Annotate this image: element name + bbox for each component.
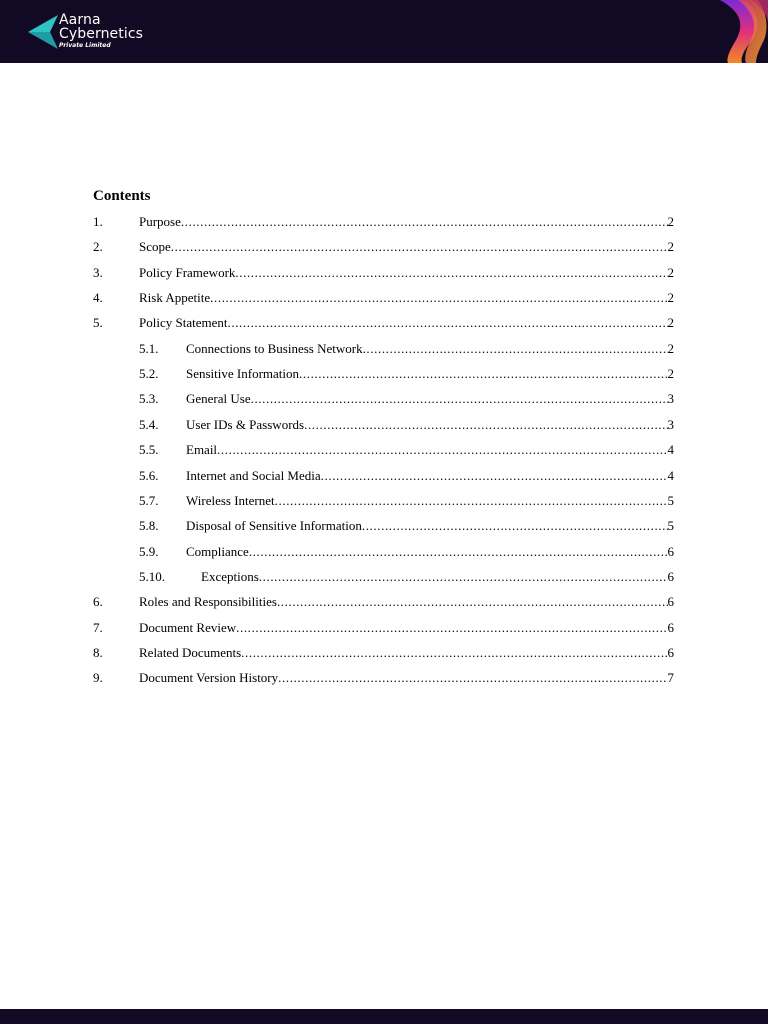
toc-entry[interactable] <box>93 593 674 611</box>
toc-entry-number: 5.1. <box>139 341 159 356</box>
toc-entry[interactable] <box>93 441 674 459</box>
toc-entry-number: 5.8. <box>139 518 159 533</box>
toc-dot-leader <box>304 416 667 434</box>
toc-entry-page: 5 <box>667 518 674 533</box>
toc-entry-page: 3 <box>667 417 674 432</box>
toc-dot-leader <box>241 644 667 662</box>
toc-entry-page: 2 <box>667 315 674 330</box>
toc-entry[interactable] <box>93 289 674 307</box>
toc-dot-leader <box>278 669 667 687</box>
logo-text-line2: Cybernetics <box>59 26 144 42</box>
toc-entry-title[interactable]: Policy Statement <box>139 315 228 330</box>
toc-entry[interactable] <box>93 619 674 637</box>
toc-entry[interactable] <box>93 238 674 256</box>
toc-dot-leader <box>321 467 668 485</box>
toc-entry-number: 6. <box>93 594 103 609</box>
toc-dot-leader <box>259 568 668 586</box>
toc-entry-page: 2 <box>667 366 674 381</box>
toc-entry-title[interactable]: Risk Appetite <box>139 290 211 305</box>
toc-dot-leader <box>217 441 667 459</box>
toc-entry-number: 5.3. <box>139 391 159 406</box>
toc-entry-page: 3 <box>667 391 674 406</box>
toc-entry[interactable] <box>93 213 674 231</box>
toc-entry-title[interactable]: General Use <box>186 391 251 406</box>
toc-dot-leader <box>235 264 667 282</box>
toc-dot-leader <box>362 517 668 535</box>
toc-entry-title[interactable]: Policy Framework <box>139 265 236 280</box>
toc-entry-title[interactable]: Exceptions <box>201 569 259 584</box>
toc-entry-page: 2 <box>667 341 674 356</box>
toc-entry-number: 8. <box>93 645 103 660</box>
toc-entry-number: 9. <box>93 670 103 685</box>
toc-entry-title[interactable]: Compliance <box>186 544 249 559</box>
toc-entry-number: 1. <box>93 214 103 229</box>
toc-entry-title[interactable]: Disposal of Sensitive Information <box>186 518 362 533</box>
toc-dot-leader <box>277 593 668 611</box>
toc-entry-page: 4 <box>667 442 674 457</box>
toc-entry-number: 2. <box>93 239 103 254</box>
toc-dot-leader <box>181 213 668 231</box>
toc-entry-number: 5.5. <box>139 442 159 457</box>
toc-entry-page: 6 <box>667 645 674 660</box>
toc-dot-leader <box>227 314 667 332</box>
toc-dot-leader <box>210 289 667 307</box>
toc-entry-number: 5. <box>93 315 103 330</box>
toc-entry-number: 5.2. <box>139 366 159 381</box>
toc-dot-leader <box>171 238 668 256</box>
toc-entry-number: 5.9. <box>139 544 159 559</box>
page-header <box>0 0 768 63</box>
toc-entry-title[interactable]: Roles and Responsibilities <box>139 594 277 609</box>
toc-entry-title[interactable]: Connections to Business Network <box>186 341 363 356</box>
toc-entry-title[interactable]: Email <box>186 442 218 457</box>
toc-entry-number: 4. <box>93 290 103 305</box>
toc-entry-page: 2 <box>667 214 674 229</box>
toc-entry[interactable] <box>93 416 674 434</box>
toc-entry-number: 7. <box>93 620 103 635</box>
toc-entry-title[interactable]: Document Review <box>139 620 237 635</box>
logo-triangle-icon <box>28 15 58 49</box>
toc-entry[interactable] <box>93 644 674 662</box>
toc-entry-page: 6 <box>667 544 674 559</box>
toc-dot-leader <box>249 543 668 561</box>
toc-entry-number: 5.4. <box>139 417 159 432</box>
decorative-swoosh-icon <box>698 0 768 63</box>
toc-entry[interactable] <box>93 390 674 408</box>
toc-dot-leader <box>363 340 668 358</box>
company-logo <box>28 12 158 52</box>
toc-entry-title[interactable]: Internet and Social Media <box>186 468 321 483</box>
toc-entry-page: 6 <box>667 620 674 635</box>
toc-entry[interactable] <box>93 517 674 535</box>
toc-dot-leader <box>299 365 667 383</box>
toc-entry-number: 5.7. <box>139 493 159 508</box>
toc-entry-title[interactable]: Document Version History <box>139 670 279 685</box>
toc-entry-page: 4 <box>667 468 674 483</box>
toc-entry-page: 6 <box>667 569 674 584</box>
toc-entry-title[interactable]: Wireless Internet <box>186 493 275 508</box>
toc-entry-page: 2 <box>667 239 674 254</box>
page-footer <box>0 1009 768 1024</box>
toc-entry-number: 3. <box>93 265 103 280</box>
toc-entry-page: 2 <box>667 290 674 305</box>
toc-dot-leader <box>236 619 667 637</box>
toc-entry-page: 6 <box>667 594 674 609</box>
toc-entry-number: 5.10. <box>139 569 165 584</box>
logo-text-line3: Private Limited <box>59 42 111 49</box>
toc-entry-title[interactable]: Sensitive Information <box>186 366 300 381</box>
toc-entry[interactable] <box>93 340 674 358</box>
toc-title: Contents <box>93 188 151 204</box>
toc-entry[interactable] <box>93 669 674 687</box>
toc-entry-page: 5 <box>667 493 674 508</box>
toc-entry-number: 5.6. <box>139 468 159 483</box>
toc-entry[interactable] <box>93 568 674 586</box>
toc-entry[interactable] <box>93 314 674 332</box>
toc-entry-title[interactable]: Scope <box>139 239 171 254</box>
toc-entry[interactable] <box>93 543 674 561</box>
toc-entry-page: 2 <box>667 265 674 280</box>
toc-entry[interactable] <box>93 365 674 383</box>
toc-entry-title[interactable]: Purpose <box>139 214 181 229</box>
toc-entry[interactable] <box>93 492 674 510</box>
toc-dot-leader <box>275 492 668 510</box>
toc-entry[interactable] <box>93 264 674 282</box>
toc-entry-title[interactable]: Related Documents <box>139 645 242 660</box>
toc-dot-leader <box>251 390 668 408</box>
toc-entry-title[interactable]: User IDs & Passwords <box>186 417 305 432</box>
logo-text-line1: Aarna <box>59 12 101 28</box>
toc-entry-page: 7 <box>667 670 674 685</box>
toc-entry[interactable] <box>93 467 674 485</box>
